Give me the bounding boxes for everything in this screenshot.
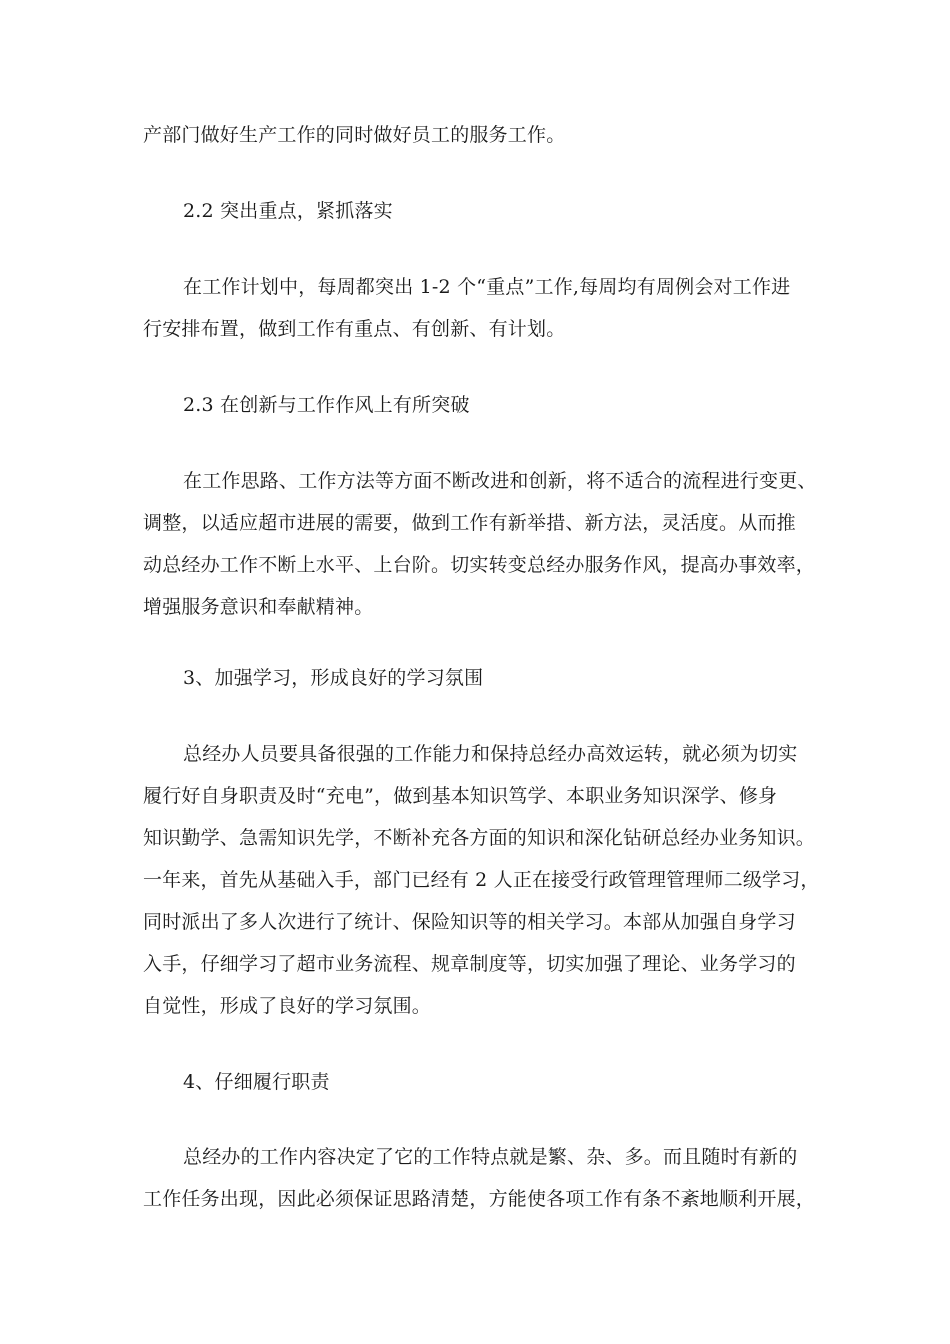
body-text-line: 调整，以适应超市进展的需要，做到工作有新举措、新方法，灵活度。从而推 <box>143 512 796 534</box>
body-text-line: 在工作思路、工作方法等方面不断改进和创新，将不适合的流程进行变更、 <box>183 470 817 492</box>
body-text-line: 履行好自身职责及时“充电”，做到基本知识笃学、本职业务知识深学、修身 <box>143 785 778 807</box>
body-text-line: 一年来，首先从基础入手，部门已经有 2 人正在接受行政管理管理师二级学习， <box>143 869 820 891</box>
body-text-line: 行安排布置，做到工作有重点、有创新、有计划。 <box>143 318 566 340</box>
body-text-line: 工作任务出现，因此必须保证思路清楚，方能使各项工作有条不紊地顺利开展， <box>143 1188 816 1210</box>
body-text-line: 总经办的工作内容决定了它的工作特点就是繁、杂、多。而且随时有新的 <box>183 1146 798 1168</box>
body-text-line: 增强服务意识和奉献精神。 <box>143 596 374 618</box>
section-heading-3: 3、加强学习，形成良好的学习氛围 <box>183 667 484 689</box>
body-text-line: 入手，仔细学习了超市业务流程、规章制度等，切实加强了理论、业务学习的 <box>143 953 796 975</box>
body-text-line: 总经办人员要具备很强的工作能力和保持总经办高效运转，就必须为切实 <box>183 743 798 765</box>
section-heading-4: 4、仔细履行职责 <box>183 1071 330 1093</box>
body-text-line: 同时派出了多人次进行了统计、保险知识等的相关学习。本部从加强自身学习 <box>143 911 796 933</box>
body-text-line: 自觉性，形成了良好的学习氛围。 <box>143 995 432 1017</box>
body-text-line: 在工作计划中，每周都突出 1-2 个“重点”工作,每周均有周例会对工作进 <box>183 276 791 298</box>
body-text-line: 知识勤学、急需知识先学，不断补充各方面的知识和深化钻研总经办业务知识。 <box>143 827 816 849</box>
body-text-line: 动总经办工作不断上水平、上台阶。切实转变总经办服务作风，提高办事效率， <box>143 554 816 576</box>
body-text-line: 产部门做好生产工作的同时做好员工的服务工作。 <box>143 124 566 146</box>
section-heading-2-3: 2.3 在创新与工作作风上有所突破 <box>183 394 470 416</box>
section-heading-2-2: 2.2 突出重点，紧抓落实 <box>183 200 393 222</box>
